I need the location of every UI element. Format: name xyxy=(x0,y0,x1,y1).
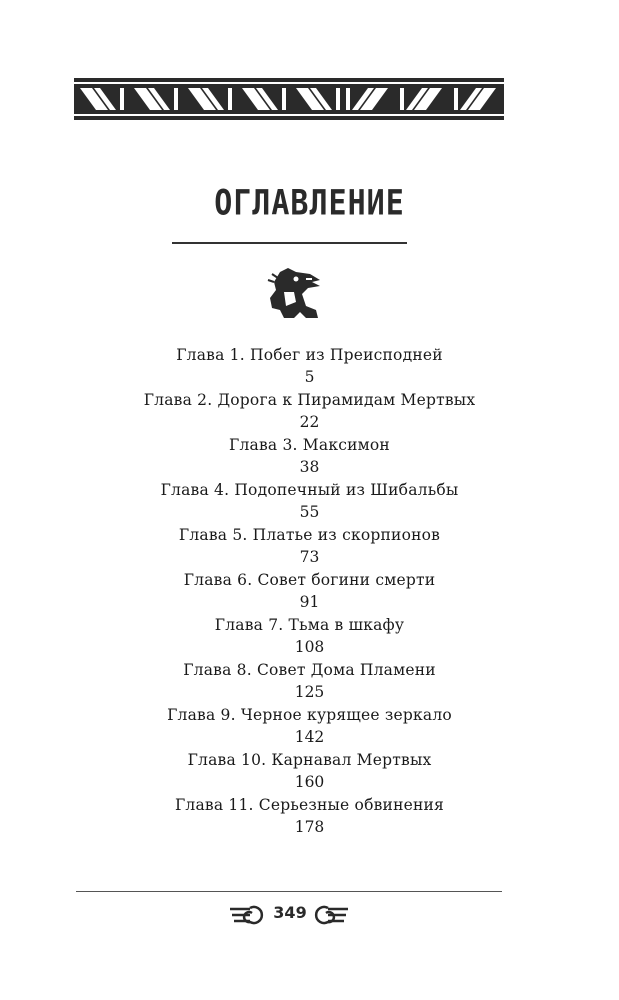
spiral-ornament-icon xyxy=(230,904,270,926)
footer-rule xyxy=(76,891,502,892)
toc-entry-title: Глава 7. Тьма в шкафу xyxy=(214,616,405,634)
page-number: 349 xyxy=(273,903,307,922)
toc-entry-page: 178 xyxy=(294,818,325,836)
toc-entry-title: Глава 8. Совет Дома Пламени xyxy=(183,661,436,679)
toc-entry[interactable] xyxy=(0,569,619,614)
title-underline xyxy=(172,242,407,244)
toc-entry[interactable] xyxy=(0,479,619,524)
toc-entry[interactable] xyxy=(0,794,619,839)
toc-entry-title: Глава 10. Карнавал Мертвых xyxy=(187,751,432,769)
coyote-glyph-icon xyxy=(266,266,324,324)
toc-entry-page: 142 xyxy=(294,728,325,746)
toc-entry-title: Глава 2. Дорога к Пирамидам Мертвых xyxy=(143,391,476,409)
toc-entry-page: 160 xyxy=(294,773,325,791)
toc-entry-page: 55 xyxy=(299,503,320,521)
toc-entry-title: Глава 1. Побег из Преисподней xyxy=(176,346,443,364)
toc-entry-page: 22 xyxy=(299,413,320,431)
toc-entry-title: Глава 5. Платье из скорпионов xyxy=(178,526,441,544)
aztec-border-ornament xyxy=(74,78,504,120)
toc-entry[interactable] xyxy=(0,704,619,749)
toc-entry-title: Глава 9. Черное курящее зеркало xyxy=(167,706,452,724)
toc-entry-title: Глава 4. Подопечный из Шибальбы xyxy=(160,481,459,499)
page-footer xyxy=(0,900,619,930)
toc-entry[interactable] xyxy=(0,524,619,569)
toc-entry-page: 38 xyxy=(299,458,320,476)
toc-entry[interactable] xyxy=(0,389,619,434)
toc-entry[interactable] xyxy=(0,614,619,659)
toc-entry-title: Глава 11. Серьезные обвинения xyxy=(174,796,445,814)
toc-entry-page: 5 xyxy=(304,368,315,386)
toc-entry[interactable] xyxy=(0,659,619,704)
toc-entry-page: 108 xyxy=(294,638,325,656)
page-title: ОГЛАВЛЕНИЕ xyxy=(214,183,405,224)
spiral-ornament-icon xyxy=(308,904,348,926)
toc-entry[interactable] xyxy=(0,344,619,389)
toc-entry-title: Глава 3. Максимон xyxy=(229,436,390,454)
toc-entry-page: 73 xyxy=(299,548,320,566)
toc-entry-title: Глава 6. Совет богини смерти xyxy=(183,571,436,589)
top-decorative-border xyxy=(74,78,504,120)
toc-entry-page: 125 xyxy=(294,683,325,701)
toc-entry-page: 91 xyxy=(299,593,320,611)
toc-entry[interactable] xyxy=(0,749,619,794)
table-of-contents xyxy=(0,344,619,839)
toc-entry[interactable] xyxy=(0,434,619,479)
